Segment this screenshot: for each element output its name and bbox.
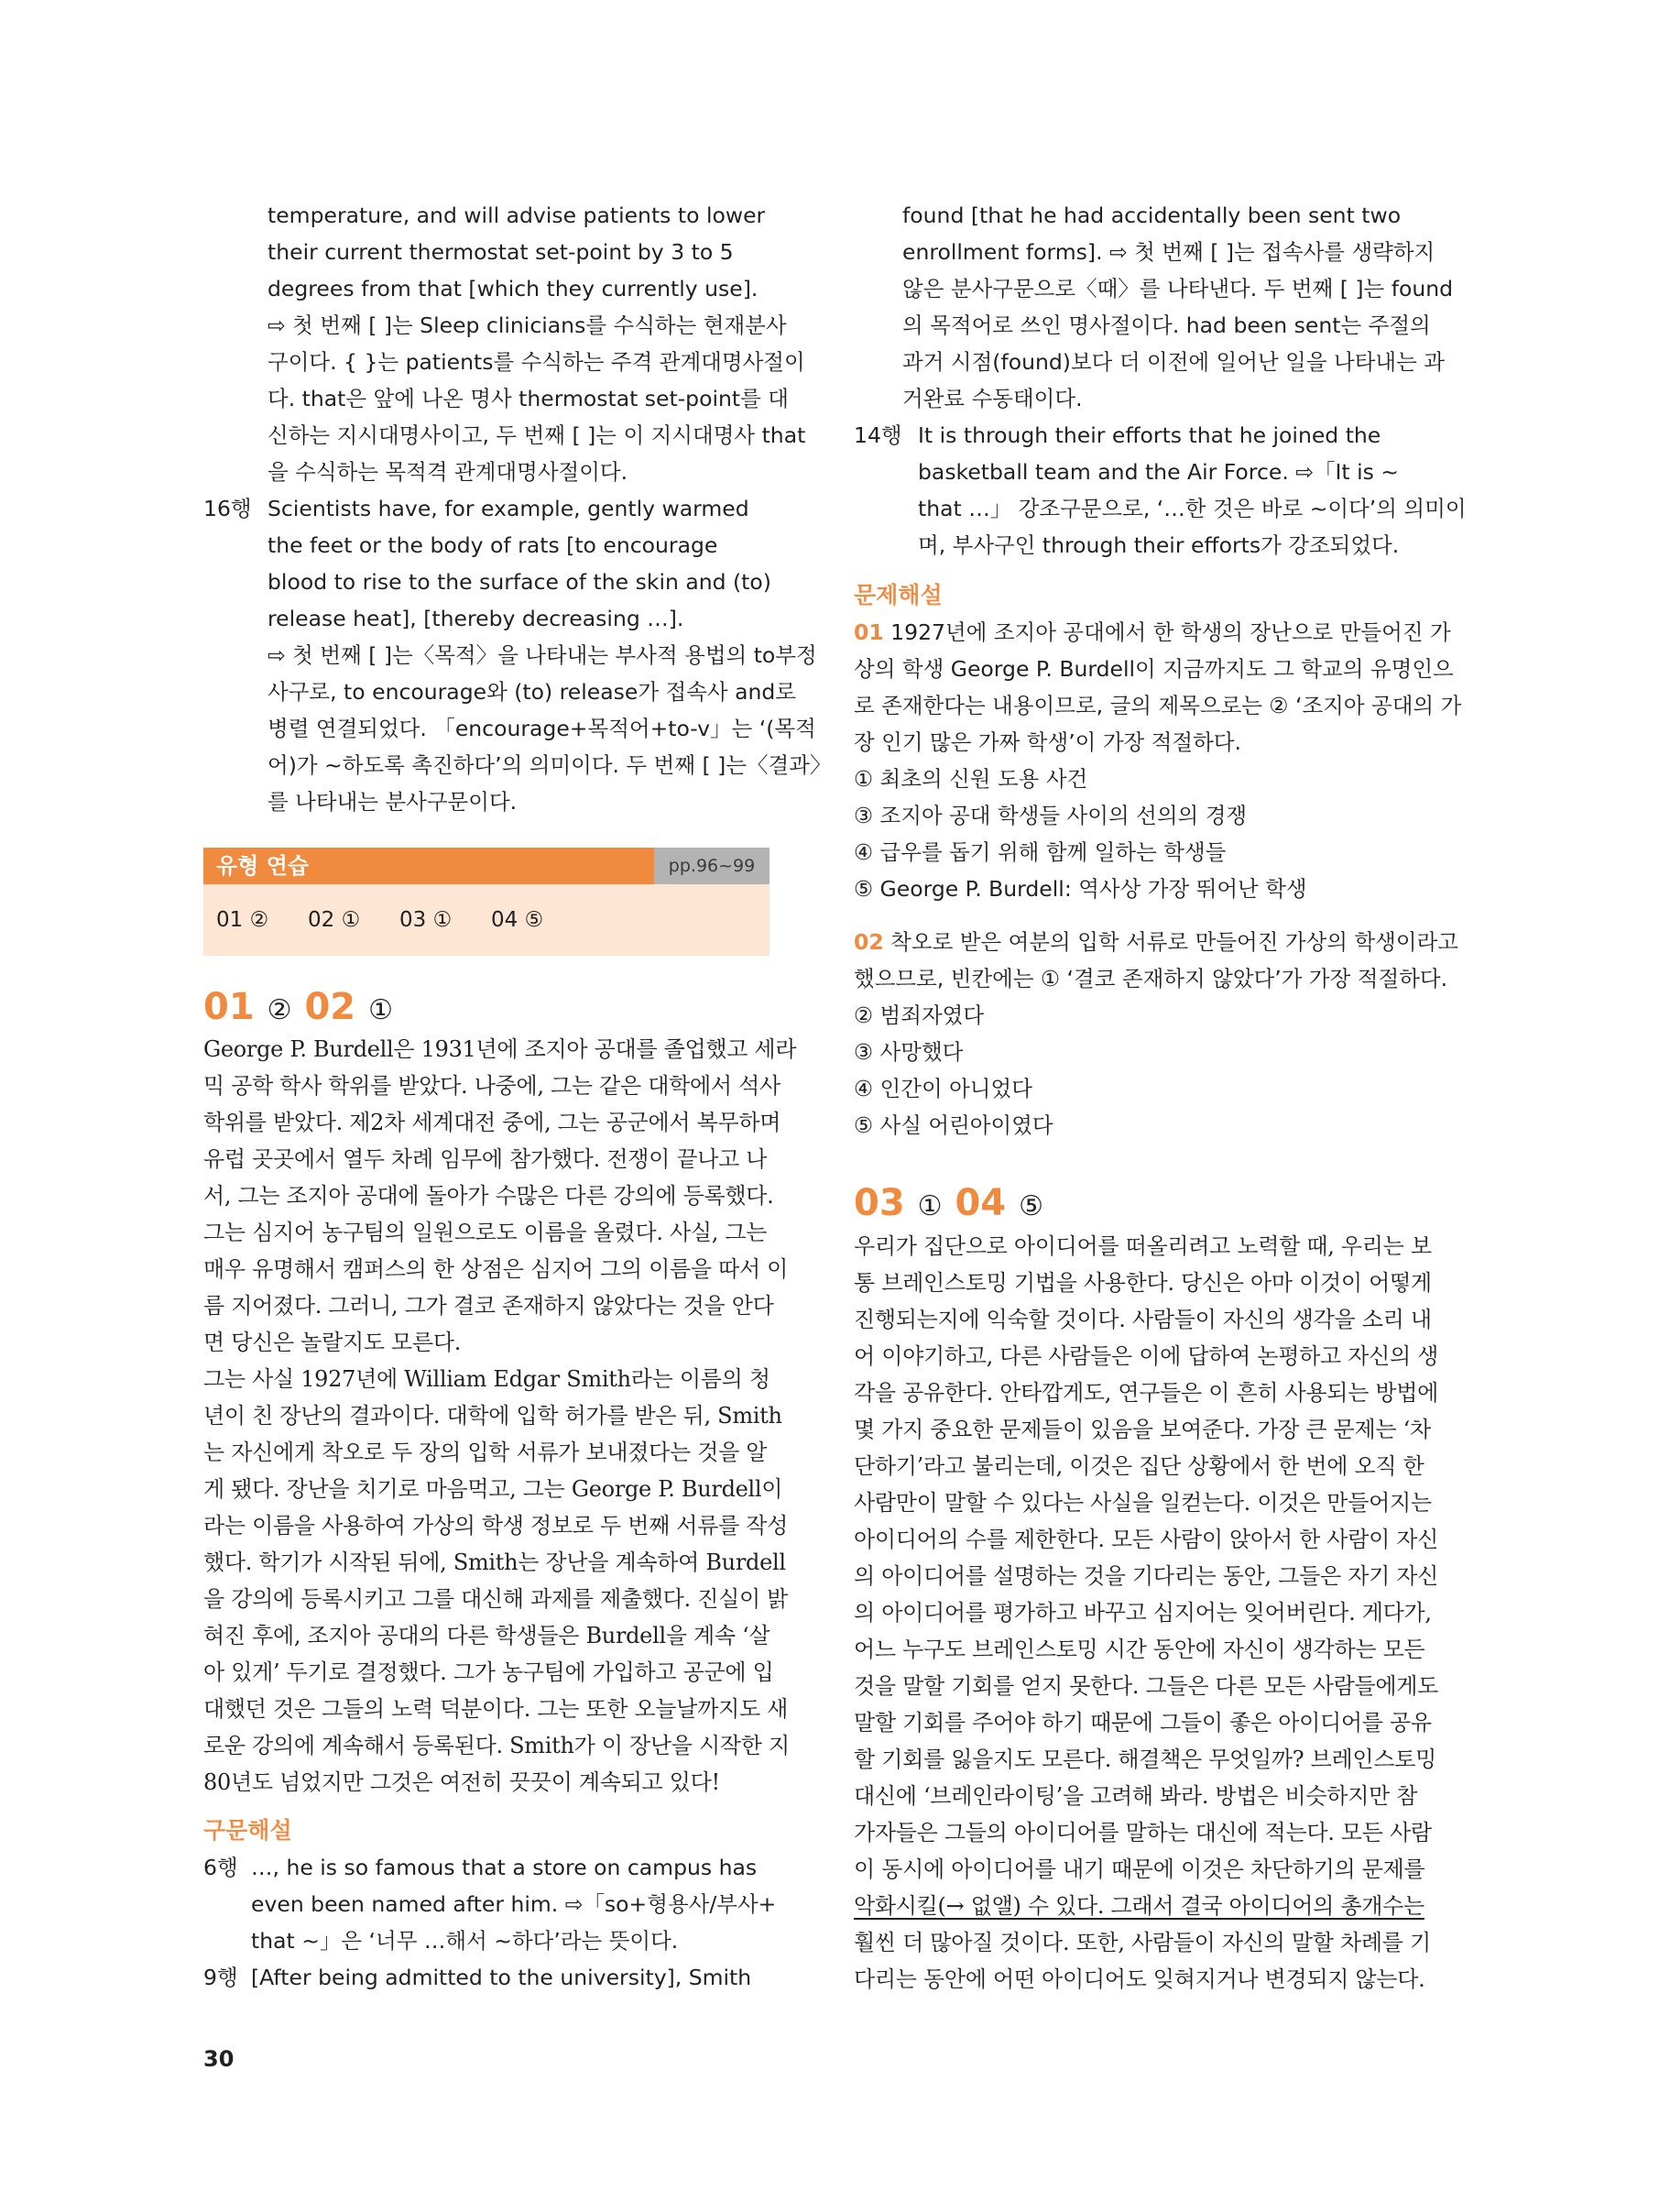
text-line: 이 동시에 아이디어를 내기 때문에 이것은 차단하기의 문제를 xyxy=(854,1856,1425,1882)
text-line: their current thermostat set-point by 3 to 5 xyxy=(267,239,734,265)
text-line: 학위를 받았다. 제2차 세계대전 중에, 그는 공군에서 복무하며 xyxy=(203,1110,781,1135)
text-line: 매우 유명해서 캠퍼스의 한 상점은 심지어 그의 이름을 따서 이 xyxy=(203,1256,789,1282)
text-line: that …」 강조구문으로, ‘…한 것은 바로 ~이다’의 의미이 xyxy=(918,496,1467,521)
section-title: 유형 연습 xyxy=(216,853,310,879)
text-line: 를 나타내는 분사구문이다. xyxy=(267,789,518,815)
question-number: 01 xyxy=(203,986,255,1028)
intro-explanation xyxy=(267,197,806,490)
answer-item: 03 ① xyxy=(399,908,453,932)
text-line: 의 아이디어를 평가하고 바꾸고 심지어는 잊어버린다. 게다가, xyxy=(854,1600,1432,1626)
text-line: It is through their efforts that he joined the xyxy=(918,422,1381,448)
line-tag: 14행 xyxy=(854,422,902,448)
text-line: basketball team and the Air Force. ⇨「It is ~ xyxy=(918,459,1399,485)
text-line: 믹 공학 학사 학위를 받았다. 나중에, 그는 같은 대학에서 석사 xyxy=(203,1073,780,1099)
text-line: 다리는 동안에 어떤 아이디어도 잊혀지거나 변경되지 않는다. xyxy=(854,1966,1425,1992)
text-line: …, he is so famous that a store on campus has xyxy=(251,1855,758,1880)
answer-mark: ① xyxy=(368,994,393,1026)
text-line: ⇨ 첫 번째 [ ]는 Sleep clinicians를 수식하는 현재분사 xyxy=(267,312,787,338)
text-line: 진행되는지에 익숙할 것이다. 사람들이 자신의 생각을 소리 내 xyxy=(854,1307,1432,1332)
answer-mark: ⑤ xyxy=(1019,1190,1043,1222)
text-line: 라는 이름을 사용하여 가상의 학생 정보로 두 번째 서류를 작성 xyxy=(203,1513,789,1539)
text-line: 을 수식하는 목적격 관계대명사절이다. xyxy=(267,459,628,485)
answer-item: 04 ⑤ xyxy=(491,908,544,932)
answer-item: 01 ② xyxy=(216,908,269,932)
line-tag: 6행 xyxy=(203,1855,238,1880)
answer-item: 02 ① xyxy=(308,908,361,932)
option-item: ③ 사망했다 xyxy=(854,1039,964,1065)
text-line: 대신에 ‘브레인라이팅’을 고려해 봐라. 방법은 비슷하지만 참 xyxy=(854,1783,1418,1809)
text-line: 병렬 연결되었다. 「encourage+목적어+to-v」는 ‘(목적 xyxy=(267,716,816,741)
translation-01-02 xyxy=(203,1031,797,1801)
text-line: 말할 기회를 주어야 하기 때문에 그들이 좋은 아이디어를 공유 xyxy=(854,1710,1432,1736)
text-line: 어느 누구도 브레인스토밍 시간 동안에 자신이 생각하는 모든 xyxy=(854,1637,1425,1662)
text-line: 로운 강의에 계속해서 등록된다. Smith가 이 장난을 시작한 지 xyxy=(203,1733,790,1758)
heading-01-02 xyxy=(203,984,393,1034)
text-line: 어)가 ~하도록 촉진하다’의 의미이다. 두 번째 [ ]는〈결과〉 xyxy=(267,752,832,778)
question-number: 02 xyxy=(304,986,356,1028)
text-line: 상의 학생 George P. Burdell이 지금까지도 그 학교의 유명인으 xyxy=(854,656,1454,682)
solution-01 xyxy=(854,614,1462,907)
text-line: 가자들은 그들의 아이디어를 말하는 대신에 적는다. 모든 사람 xyxy=(854,1820,1432,1845)
text-line: Scientists have, for example, gently warmed xyxy=(267,496,749,521)
grammar-section-title: 구문해설 xyxy=(203,1817,292,1844)
text-line: 할 기회를 잃을지도 모른다. 해결책은 무엇일까? 브레인스토밍 xyxy=(854,1747,1436,1772)
text-line: 혀진 후에, 조지아 공대의 다른 학생들은 Burdell을 계속 ‘살 xyxy=(203,1623,770,1648)
text-line: 각을 공유한다. 안타깝게도, 연구들은 이 흔히 사용되는 방법에 xyxy=(854,1380,1439,1406)
text-line: the feet or the body of rats [to encourage xyxy=(267,532,718,558)
answer-mark: ② xyxy=(267,994,292,1026)
answer-mark: ① xyxy=(917,1190,943,1222)
text-line: 름 지어졌다. 그러니, 그가 결코 존재하지 않았다는 것을 안다 xyxy=(203,1293,774,1319)
text-line: George P. Burdell은 1931년에 조지아 공대를 졸업했고 세라 xyxy=(203,1036,797,1062)
question-number: 03 xyxy=(854,1182,905,1224)
solution-02 xyxy=(854,924,1458,1144)
text-line: blood to rise to the surface of the skin and (to) xyxy=(267,569,771,595)
text-line: 다. that은 앞에 나온 명사 thermostat set-point를 대 xyxy=(267,386,789,411)
text-line: 의 아이디어를 설명하는 것을 기다리는 동안, 그들은 자기 자신 xyxy=(854,1563,1439,1589)
text-line: 않은 분사구문으로〈때〉를 나타낸다. 두 번째 [ ]는 found xyxy=(902,276,1454,301)
option-item: ① 최초의 신원 도용 사건 xyxy=(854,766,1088,792)
text-line: 어 이야기하고, 다른 사람들은 이에 답하여 논평하고 자신의 생 xyxy=(854,1343,1439,1369)
text-line: 아이디어의 수를 제한한다. 모든 사람이 앉아서 한 사람이 자신 xyxy=(854,1527,1439,1552)
text-line: 신하는 지시대명사이고, 두 번째 [ ]는 이 지시대명사 that xyxy=(267,422,806,448)
text-line: 사구로, to encourage와 (to) release가 접속사 and로 xyxy=(267,679,797,705)
text-line: 며, 부사구인 through their efforts가 강조되었다. xyxy=(918,532,1400,558)
question-number: 02 xyxy=(854,929,884,955)
line-tag: 9행 xyxy=(203,1965,238,1990)
text-line: 악화시킬(→ 없앨) 수 있다. 그래서 결국 아이디어의 총개수는 xyxy=(854,1893,1424,1919)
page-number: 30 xyxy=(203,2046,235,2072)
text-line: 했다. 학기가 시작된 뒤에, Smith는 장난을 계속하여 Burdell xyxy=(203,1549,786,1575)
text-line: temperature, and will advise patients to lower xyxy=(267,203,766,228)
text-line: 서, 그는 조지아 공대에 돌아가 수많은 다른 강의에 등록했다. xyxy=(203,1183,774,1209)
heading-03-04 xyxy=(854,1180,1043,1230)
option-item: ⑤ 사실 어린아이였다 xyxy=(854,1112,1053,1138)
text-line: 거완료 수동태이다. xyxy=(902,386,1083,411)
solution-section-title: 문제해설 xyxy=(854,582,943,608)
option-item: ③ 조지아 공대 학생들 사이의 선의의 경쟁 xyxy=(854,803,1248,828)
text-line: 과거 시점(found)보다 더 이전에 일어난 일을 나타내는 과 xyxy=(902,349,1446,375)
text-line: 로 존재한다는 내용이므로, 글의 제목으로는 ② ‘조지아 공대의 가 xyxy=(854,693,1462,718)
question-number: 04 xyxy=(955,1182,1007,1224)
text-line: 대했던 것은 그들의 노력 덕분이다. 그는 또한 오늘날까지도 새 xyxy=(203,1696,789,1722)
text-line: 그는 심지어 농구팀의 일원으로도 이름을 올렸다. 사실, 그는 xyxy=(203,1220,768,1245)
line-tag: 16행 xyxy=(203,496,252,521)
answer-key-box xyxy=(203,884,770,956)
grammar-item-9-continued xyxy=(902,197,1454,417)
text-line: release heat], [thereby decreasing …]. xyxy=(267,606,684,631)
page-range: pp.96~99 xyxy=(654,848,770,884)
text-line: 장 인기 많은 가짜 학생’이 가장 적절하다. xyxy=(854,729,1241,755)
text-line: 아 있게’ 두기로 결정했다. 그가 농구팀에 가입하고 공군에 입 xyxy=(203,1659,774,1685)
text-line: enrollment forms]. ⇨ 첫 번째 [ ]는 접속사를 생략하지 xyxy=(902,239,1435,265)
text-line: even been named after him. ⇨「so+형용사/부사+ xyxy=(251,1891,777,1917)
option-item: ④ 인간이 아니었다 xyxy=(854,1076,1032,1101)
text-line: 게 됐다. 장난을 치기로 마음먹고, 그는 George P. Burdell이 xyxy=(203,1476,783,1502)
text-line: 유럽 곳곳에서 열두 차례 임무에 참가했다. 전쟁이 끝나고 나 xyxy=(203,1146,768,1172)
text-line: 단하기’라고 불리는데, 이것은 집단 상황에서 한 번에 오직 한 xyxy=(854,1453,1424,1479)
text-line: 그는 사실 1927년에 William Edgar Smith라는 이름의 청 xyxy=(203,1366,770,1392)
text-line: 우리가 집단으로 아이디어를 떠올리려고 노력할 때, 우리는 보 xyxy=(854,1233,1432,1259)
section-header-bar xyxy=(203,848,770,884)
text-line: 것을 말할 기회를 얻지 못한다. 그들은 다른 모든 사람들에게도 xyxy=(854,1673,1439,1699)
text-line: 80년도 넘었지만 그것은 여전히 끗끗이 계속되고 있다! xyxy=(203,1769,720,1795)
text-line: that ~」은 ‘너무 …해서 ~하다’라는 뜻이다. xyxy=(251,1928,679,1954)
text-line: 사람만이 말할 수 있다는 사실을 일컫는다. 이것은 만들어지는 xyxy=(854,1490,1432,1516)
text-line: 년이 친 장난의 결과이다. 대학에 입학 허가를 받은 뒤, Smith xyxy=(203,1403,782,1429)
text-line: 훨씬 더 많아질 것이다. 또한, 사람들이 자신의 말할 차례를 기 xyxy=(854,1930,1431,1955)
text-line: 구이다. { }는 patients를 수식하는 주격 관계대명사절이 xyxy=(267,349,805,375)
text-line: 1927년에 조지아 공대에서 한 학생의 장난으로 만들어진 가 xyxy=(883,619,1451,645)
question-number: 01 xyxy=(854,619,884,645)
text-line: 통 브레인스토밍 기법을 사용한다. 당신은 아마 이것이 어떻게 xyxy=(854,1270,1432,1296)
text-line: found [that he had accidentally been sent two xyxy=(902,203,1402,228)
text-line: 의 목적어로 쓰인 명사절이다. had been sent는 주절의 xyxy=(902,312,1431,338)
option-item: ⑤ George P. Burdell: 역사상 가장 뛰어난 학생 xyxy=(854,876,1307,902)
text-line: 는 자신에게 착오로 두 장의 입학 서류가 보내졌다는 것을 알 xyxy=(203,1440,768,1465)
text-line: degrees from that [which they currently use]. xyxy=(267,276,759,301)
text-line: 했으므로, 빈칸에는 ① ‘결코 존재하지 않았다’가 가장 적절하다. xyxy=(854,966,1448,991)
text-line: 몇 가지 중요한 문제들이 있음을 보여준다. 가장 큰 문제는 ‘차 xyxy=(854,1417,1431,1442)
option-item: ② 범죄자였다 xyxy=(854,1002,985,1028)
text-line: 착오로 받은 여분의 입학 서류로 만들어진 가상의 학생이라고 xyxy=(883,929,1458,955)
text-line: ⇨ 첫 번째 [ ]는〈목적〉을 나타내는 부사적 용법의 to부정 xyxy=(267,642,817,668)
option-item: ④ 급우를 돕기 위해 함께 일하는 학생들 xyxy=(854,839,1227,865)
text-line: 을 강의에 등록시키고 그를 대신해 과제를 제출했다. 진실이 밝 xyxy=(203,1586,789,1612)
translation-03-04 xyxy=(854,1228,1439,1998)
text-line: 면 당신은 놀랄지도 모른다. xyxy=(203,1330,462,1355)
text-line: [After being admitted to the university], Smith xyxy=(251,1965,752,1990)
